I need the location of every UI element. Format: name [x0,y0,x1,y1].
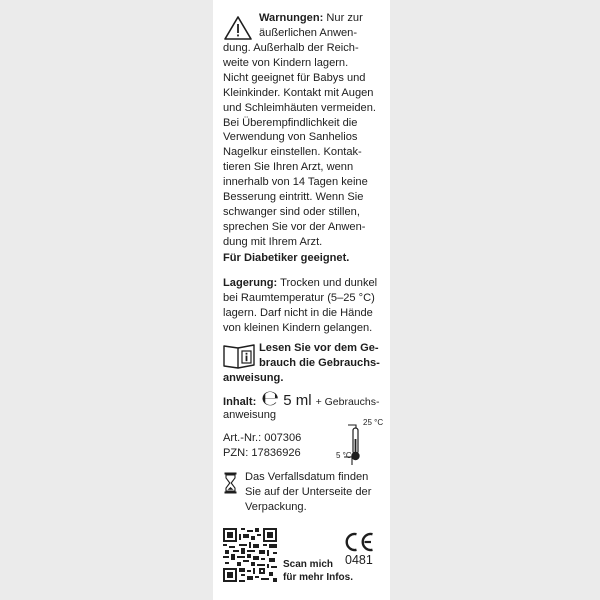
warnings-line: dung. Außerhalb der Reich- [223,42,359,54]
expiry-line: Das Verfallsdatum finden [245,471,369,483]
hourglass-icon [224,472,237,494]
pzn-number: PZN: 17836926 [223,446,301,459]
warnings-line: und Schleimhäuten vermeiden. [223,101,376,114]
warnings-intro [259,11,363,26]
qr-caption [283,558,353,584]
ce-mark [344,532,376,552]
storage-line: von kleinen Kindern gelangen. [223,321,373,334]
warnings-line: Kleinkinder. Kontakt mit Augen [223,86,374,99]
warnings-line: schwanger sind oder stillen, [223,205,360,218]
instructions-line: brauch die Gebrauchs- [259,356,380,369]
contents-amount: 5 ml [283,392,312,409]
contents-extra: + Gebrauchs- [315,396,380,408]
ce-number: 0481 [345,553,373,567]
estimated-sign: ℮ [261,386,280,410]
qr-code-icon[interactable] [223,528,277,582]
contents-label: Inhalt: [223,396,257,408]
warnings-line: äußerlichen Anwen- [259,27,358,39]
expiry-line: Verpackung. [245,500,307,513]
warnings-line: weite von Kindern lagern. [223,56,349,69]
expiry-text [245,470,371,515]
warnings-line: Nicht geeignet für Babys und [223,71,366,84]
warnings-line: dung mit Ihrem Arzt. [223,235,323,248]
ids-block [223,431,301,461]
instructions-line: anweisung. [223,372,284,384]
warnings-line: tieren Sie Ihren Arzt, wenn [223,161,354,174]
info-book-icon [222,342,256,370]
storage-block [223,276,377,336]
warnings-line: Verwendung von Sanhelios [223,131,358,144]
temperature-min: 5 °C [336,451,352,460]
qr-caption-line: für mehr Infos. [283,572,354,583]
warnings-heading: Warnungen: [259,12,324,24]
qr-caption-line: Scan mich [283,559,334,570]
warnings-line: Bei Überempfindlichkeit die [223,116,358,129]
warnings-body [223,41,376,250]
temperature-max: 25 °C [363,418,384,427]
storage-line: lagern. Darf nicht in die Hände [223,306,373,319]
temperature-limit-icon [336,419,384,467]
warning-triangle-icon [223,15,253,41]
expiry-line: Sie auf der Unterseite der [245,485,372,498]
contents-extra-line2: anweisung [223,409,277,421]
warnings-text: Nur zur [326,12,363,24]
instructions-text-end [223,371,283,386]
article-number: Art.-Nr.: 007306 [223,432,302,444]
instructions-text [259,341,380,371]
warnings-line: innerhalb von 14 Tagen keine [223,176,368,189]
warnings-line: Besserung eintritt. Wenn Sie [223,191,364,204]
storage-text: Trocken und dunkel [280,277,378,289]
storage-line: bei Raumtemperatur (5–25 °C) [223,291,375,304]
warnings-line: Nagelkur einstellen. Kontak- [223,146,362,159]
contents-row [223,386,380,410]
diabetic-note: Für Diabetiker geeignet. [223,252,350,264]
warnings-indented [259,26,357,41]
storage-heading: Lagerung: [223,277,278,289]
warnings-line: sprechen Sie vor der Anwen- [223,220,366,233]
instructions-line: Lesen Sie vor dem Ge- [259,342,379,354]
